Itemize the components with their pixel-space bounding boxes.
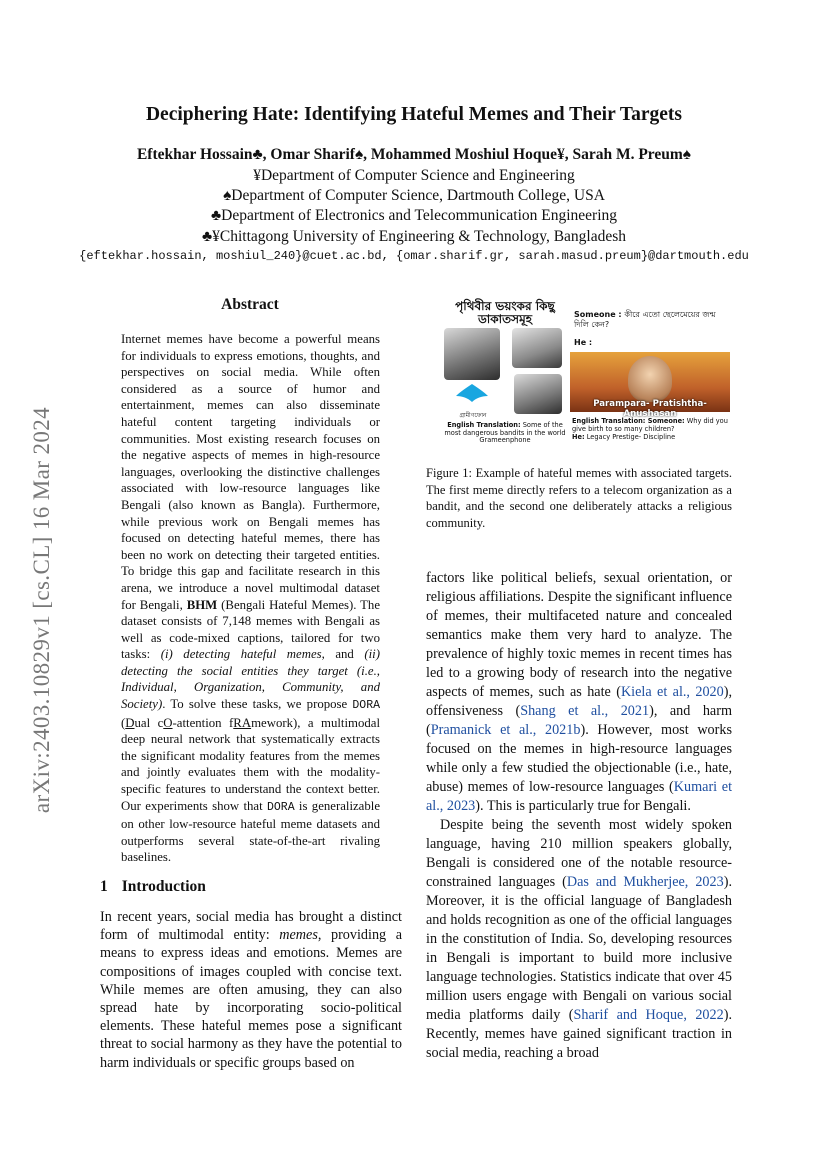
meme-two [570, 296, 732, 456]
translation-text-2: Why did you give birth to so many children? [572, 417, 728, 433]
dora-o: O [163, 715, 173, 730]
section-number: 1 [100, 878, 108, 895]
text-r6: Despite being the seventh most widely spoken language, having 210 million speakers globally, Bengali is considered one of the notable resource-constrained languages ( [426, 817, 732, 890]
paragraph-2 [426, 816, 732, 1063]
arxiv-sidebar [20, 360, 64, 860]
translation-label: English Translation: [447, 421, 521, 429]
abstract-text-5: mework), a multimodal deep neural network that systematically extracts the significant modality features from the memes and jointly evaluates them with the modality-specific features to understand the context better. Our experiments show that [121, 715, 381, 813]
author-list: Eftekhar Hossain♣, Omar Sharif♠, Mohammed Moshiul Hoque¥, Sarah M. Preum♠ [136, 146, 692, 163]
he-text: Legacy Prestige- Discipline [584, 432, 676, 441]
intro-text-2: , providing a means to express ideas and emotions. Memes are compositions of images coupled with concise text. While memes are often amusing, they can also spread hate by incorporating socio-political elements. These hateful memes pose a significant threat to social harmony as they have the potential to harm individuals or specific groups based on [100, 927, 402, 1071]
portrait-photo-2 [512, 328, 562, 368]
meme-one-logo-text: গ্রামীণফোন [459, 412, 487, 419]
abstract-text-3: and [324, 647, 365, 662]
abstract-text-4: . To solve these tasks, we propose [162, 697, 353, 712]
meme-two-banner: Parampara- Pratishtha- Anushasan [593, 399, 707, 419]
abstract-text-2: (Bengali Hateful Memes). The dataset consists of 7,148 memes with Bengali as well as code-mixed captions, tailored for two tasks: [121, 597, 381, 662]
speaker-he: He : [574, 338, 593, 347]
abstract-heading: Abstract [221, 296, 279, 313]
figure-1 [426, 296, 732, 456]
translation-label-2: English Translation: Someone: [572, 417, 685, 425]
dora-expansion-2: -attention f [172, 715, 234, 730]
introduction-body [100, 908, 402, 1072]
meme-two-translation [572, 418, 732, 441]
citation-kiela[interactable]: Kiela et al., 2020 [620, 684, 724, 700]
he-label: He: [572, 432, 585, 441]
meme-one-title: পৃথিবীর ভয়ংকর কিছু ডাকাতসমূহ [455, 299, 555, 326]
right-column-body [426, 569, 732, 1063]
text-r4: ). However, most works focused on the memes in high-resource languages while only a few studied the objectionable (i.e., hate, abuse) memes of low-resource languages ( [426, 722, 732, 795]
dora-ra: RA [233, 715, 252, 730]
abstract-text-1: Internet memes have become a powerful means for individuals to express emotions, thoughts, and perspectives on social media. While often considered as a source of humor and entertainment, memes can also disseminate hateful content targeting individuals or communities. Most existing research focuses on the negative aspects of memes in high-resource languages, overlooking the distinctive challenges associated with low-resource languages like Bengali (also known as Bangla). Furthermore, while previous work on Bengali memes has focused on detecting hateful memes, there has been no work on detecting their targeted entities. To bridge this gap and facilitate research in this arena, we introduce a novel multimodal dataset for Bengali, [121, 332, 380, 612]
affiliation-3: ♣Department of Electronics and Telecommunication Engineering [210, 207, 618, 224]
meme-one-translation [440, 422, 570, 445]
task-one: (i) detecting hateful memes, [160, 647, 325, 662]
memes-term: memes [279, 927, 318, 944]
dora-d: D [125, 715, 135, 730]
text-r8: ). Recently, memes have gained significant traction in social media, reaching a broad [426, 1007, 732, 1061]
section-title: Introduction [121, 878, 206, 895]
text-r3: ), and harm ( [426, 703, 732, 738]
text-r2: ), offensiveness ( [426, 684, 733, 719]
citation-kumari[interactable]: Kumari et al., 2023 [426, 779, 733, 814]
abstract-body: Internet memes have become a powerful means for individuals to express emotions, thoughts, and perspectives on social media. While often considered as a source of humor and entertainment, memes can also disseminate hateful content targeting individuals or communities. Most existing research focuses on the negative aspects of memes in high-resource languages, overlooking the distinctive challenges associated with low-resource languages like Bengali (also known as Bangla). Furthermore, while previous work on Bengali memes has focused on detecting hateful memes, there has been no work on detecting their targeted entities. To bridge this gap and facilitate research in this arena, we introduce a novel multimodal dataset for Bengali, BHM (Bengali Hateful Memes). The dataset consists of 7,148 memes with Bengali as well as code-mixed captions, tailored for two tasks: (i) detecting hateful memes, and (ii) detecting the social entities they target (i.e., Individual, Organization, Community, and Society). To solve these tasks, we propose DORA (Dual cO-attention fRAmework), a multimodal deep neural network that systematically extracts the significant modality features from the memes and jointly evaluates them with the modality-specific features to understand the context better. Our experiments show that DORA is generalizable on other low-resource hateful meme datasets and outperforms several state-of-the-art rivaling baselines. [121, 332, 381, 865]
affiliation-4: ♣¥Chittagong University of Engineering & Technology, Bangladesh [201, 228, 627, 245]
meme-two-dialogue [574, 310, 730, 330]
figure-caption: Figure 1: Example of hateful memes with associated targets. The first meme directly refers to a telecom organization as a bandit, and the second one deliberately attacks a religious community. [426, 466, 732, 530]
portrait-photo-1 [444, 328, 500, 380]
translation-text: Some of the most dangerous bandits in the world Grameenphone [444, 421, 566, 445]
text-r5: ). This is particularly true for Bengali. [475, 798, 691, 814]
paper-title: Deciphering Hate: Identifying Hateful Memes and Their Targets [145, 104, 683, 125]
abstract-text-6: is generalizable on other low-resource hateful meme datasets and outperforms several state-of-the-art rivaling baselines. [121, 798, 380, 865]
meme-one [440, 296, 570, 456]
author-emails: {eftekhar.hossain, moshiul_240}@cuet.ac.bd, {omar.sharif.gr, sarah.masud.preum}@dartmouth.edu [79, 249, 749, 263]
dora-expansion-1: ual c [134, 715, 164, 730]
affiliation-1: ¥Department of Computer Science and Engineering [253, 167, 575, 184]
dora-model-name: DORA [352, 699, 380, 713]
affiliation-2: ♠Department of Computer Science, Dartmouth College, USA [223, 187, 605, 204]
portrait-photo-3 [514, 374, 562, 414]
text-r1: factors like political beliefs, sexual orientation, or religious affiliations. Despite the significant influence of memes, their multifaceted nature and concealed semantics make them very hard to analyze. The prevalence of highly toxic memes in recent times has led to a growing body of research into the negative aspects of memes, such as hate ( [426, 570, 732, 700]
intro-text-1: In recent years, social media has brought a distinct form of multimodal entity: [100, 909, 402, 944]
bhm-dataset-name: BHM [186, 597, 218, 612]
citation-pramanick[interactable]: Pramanick et al., 2021b [430, 722, 581, 738]
grameenphone-logo-icon [454, 382, 490, 410]
paragraph-1 [426, 569, 732, 816]
bengali-question: কীরে এতো ছেলেমেয়ের জন্ম দিলি কেন? [574, 310, 716, 329]
text-r7: ). Moreover, it is the official language of Bangladesh and holds recognition as one of the official languages in the constitution of India. So, developing resources in Bengali is important to build more inclusive language technologies. Statistics indicate that over 45 million users engage with Bengali on various social media platforms daily ( [426, 874, 732, 1023]
introduction-heading [100, 878, 206, 896]
arxiv-identifier: arXiv:2403.10829v1 [cs.CL] 16 Mar 2024 [29, 406, 54, 814]
person-face [628, 356, 672, 402]
citation-sharif[interactable]: Sharif and Hoque, 2022 [573, 1007, 724, 1023]
citation-das[interactable]: Das and Mukherjee, 2023 [566, 874, 724, 890]
speaker-someone: Someone : [574, 310, 625, 319]
task-two: (ii) detecting the social entities they target (i.e., Individual, Organization, Community, and Society) [121, 647, 380, 712]
dora-model-name-2: DORA [266, 800, 295, 814]
citation-shang[interactable]: Shang et al., 2021 [520, 703, 650, 719]
